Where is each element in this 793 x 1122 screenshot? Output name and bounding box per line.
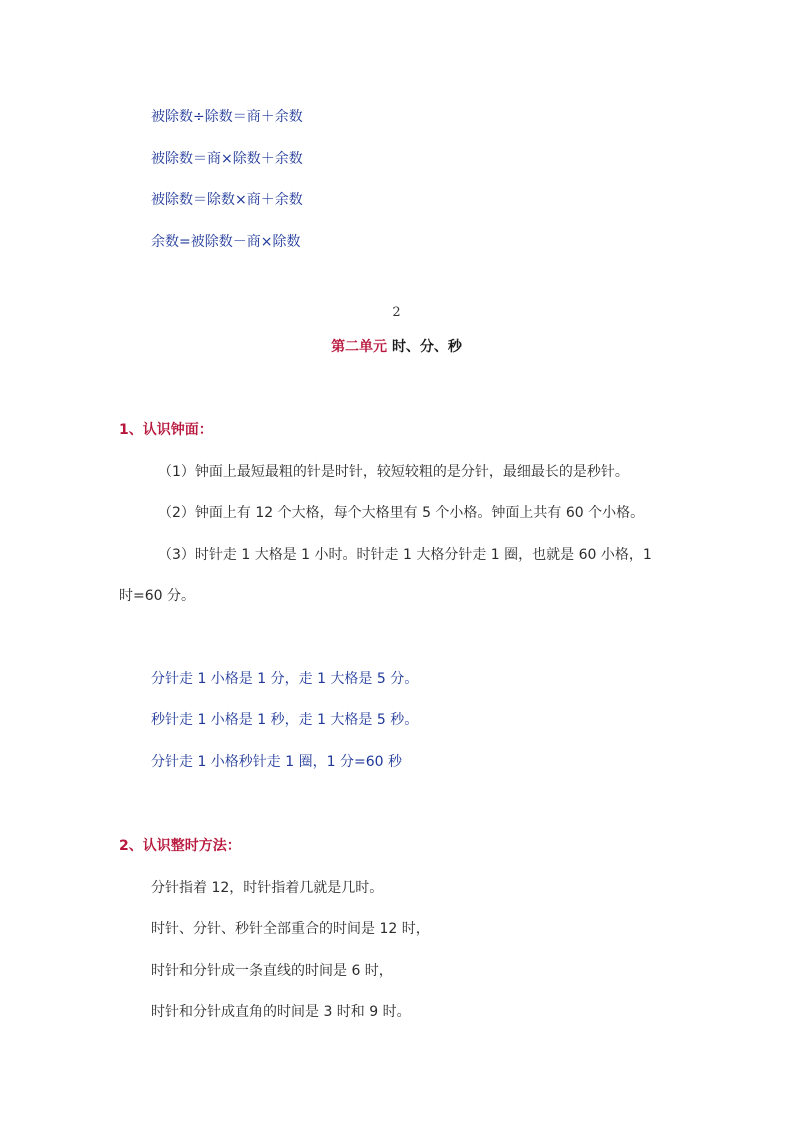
page-number: 2 <box>392 305 401 320</box>
section1-item-2: （2）钟面上有 12 个大格，每个大格里有 5 个小格。钟面上共有 60 个小格。 <box>158 505 645 521</box>
unit-name: 时、分、秒 <box>391 339 462 355</box>
section2-item-4: 时针和分针成直角的时间是 3 时和 9 时。 <box>151 1004 411 1020</box>
section2-item-2: 时针、分针、秒针全部重合的时间是 12 时， <box>151 921 430 937</box>
formula-4: 余数=被除数－商×除数 <box>151 234 301 250</box>
unit-prefix: 第二单元 <box>331 339 388 355</box>
rule-1: 分针走 1 小格是 1 分，走 1 大格是 5 分。 <box>151 671 419 687</box>
section2-item-3: 时针和分针成一条直线的时间是 6 时， <box>151 963 393 979</box>
rule-2: 秒针走 1 小格是 1 秒，走 1 大格是 5 秒。 <box>151 712 419 728</box>
formula-1: 被除数÷除数＝商＋余数 <box>151 109 303 125</box>
formula-3: 被除数＝除数×商＋余数 <box>151 192 303 208</box>
section2-item-1: 分针指着 12，时针指着几就是几时。 <box>151 880 384 896</box>
formula-2: 被除数＝商×除数＋余数 <box>151 151 303 167</box>
section1-item-3: （3）时针走 1 大格是 1 小时。时针走 1 大格分针走 1 圈，也就是 60 小格，1 <box>158 547 652 563</box>
section1-item-3-continued: 时=60 分。 <box>119 588 195 604</box>
section1-heading: 1、认识钟面： <box>119 422 213 438</box>
unit-title <box>0 338 793 356</box>
rule-3: 分针走 1 小格秒针走 1 圈，1 分=60 秒 <box>151 754 402 770</box>
section2-heading: 2、认识整时方法： <box>119 838 241 854</box>
section1-item-1: （1）钟面上最短最粗的针是时针，较短较粗的是分针，最细最长的是秒针。 <box>158 464 629 480</box>
